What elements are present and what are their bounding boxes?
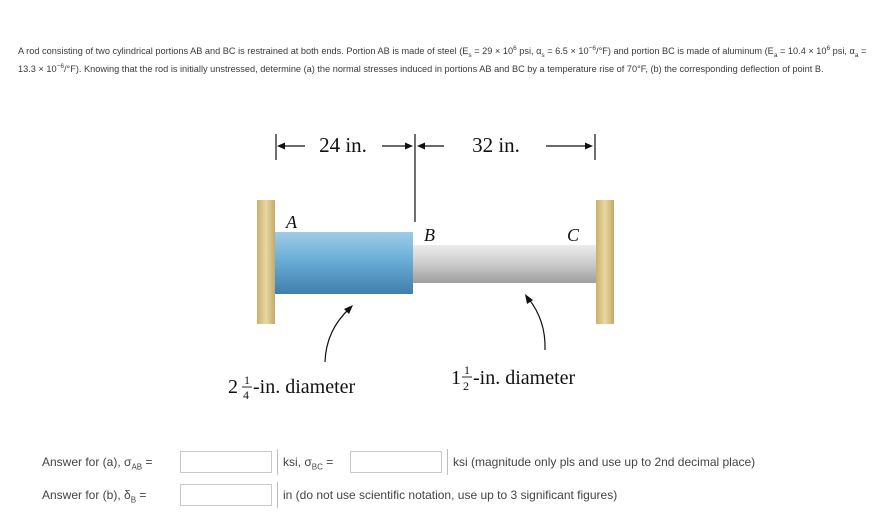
- point-a-label: A: [286, 212, 297, 232]
- dim-bc-label: 32 in.: [472, 133, 520, 157]
- divider: [277, 482, 278, 508]
- answer-b-label: Answer for (b), $\delta_B$ =: [42, 488, 147, 505]
- stress-bc-input[interactable]: [350, 451, 442, 473]
- divider: [447, 449, 448, 475]
- svg-text:1: 1: [464, 363, 470, 377]
- deflection-b-input[interactable]: [180, 484, 272, 506]
- problem-statement: A rod consisting of two cylindrical portions AB and BC is restrained at both ends. Portion AB is made of steel ($E_s = 29 \times 10^6$ psi, $\alpha_s = 6.5 \times 10^{-6}/^\circ F$) and portion BC is made of aluminum ($E_a = 10.4 \times 10^6$ psi, $\alpha_a = 13.3 \times 10^{-6}/^\circ F$). Knowing that the rod is initially unstressed, determine (a) the normal stresses induced in portions AB and BC by a temperature rise of 70°F, (b) the corresponding deflection of point B.: [18, 44, 867, 74]
- divider: [277, 449, 278, 475]
- svg-text:2: 2: [463, 379, 469, 393]
- dim-ab-label: 24 in.: [319, 133, 367, 157]
- point-c-label: C: [567, 225, 580, 245]
- svg-text:1: 1: [244, 373, 250, 387]
- point-b-label: B: [424, 225, 435, 245]
- svg-text:1: 1: [451, 367, 461, 389]
- svg-text:-in. diameter: -in. diameter: [473, 367, 576, 389]
- stress-bc-note: ksi (magnitude only pls and use up to 2nd decimal place): [453, 455, 756, 469]
- answer-a-label: Answer for (a), $\sigma_{AB}$ =: [42, 455, 153, 472]
- deflection-b-note: in (do not use scientific notation, use up to 3 significant figures): [283, 488, 618, 502]
- svg-text:-in. diameter: -in. diameter: [253, 376, 356, 398]
- stress-ab-input[interactable]: [180, 451, 272, 473]
- stress-ab-unit-label: ksi, $\sigma_{BC}$ =: [283, 455, 334, 472]
- svg-text:2: 2: [228, 376, 238, 398]
- svg-text:4: 4: [243, 388, 249, 402]
